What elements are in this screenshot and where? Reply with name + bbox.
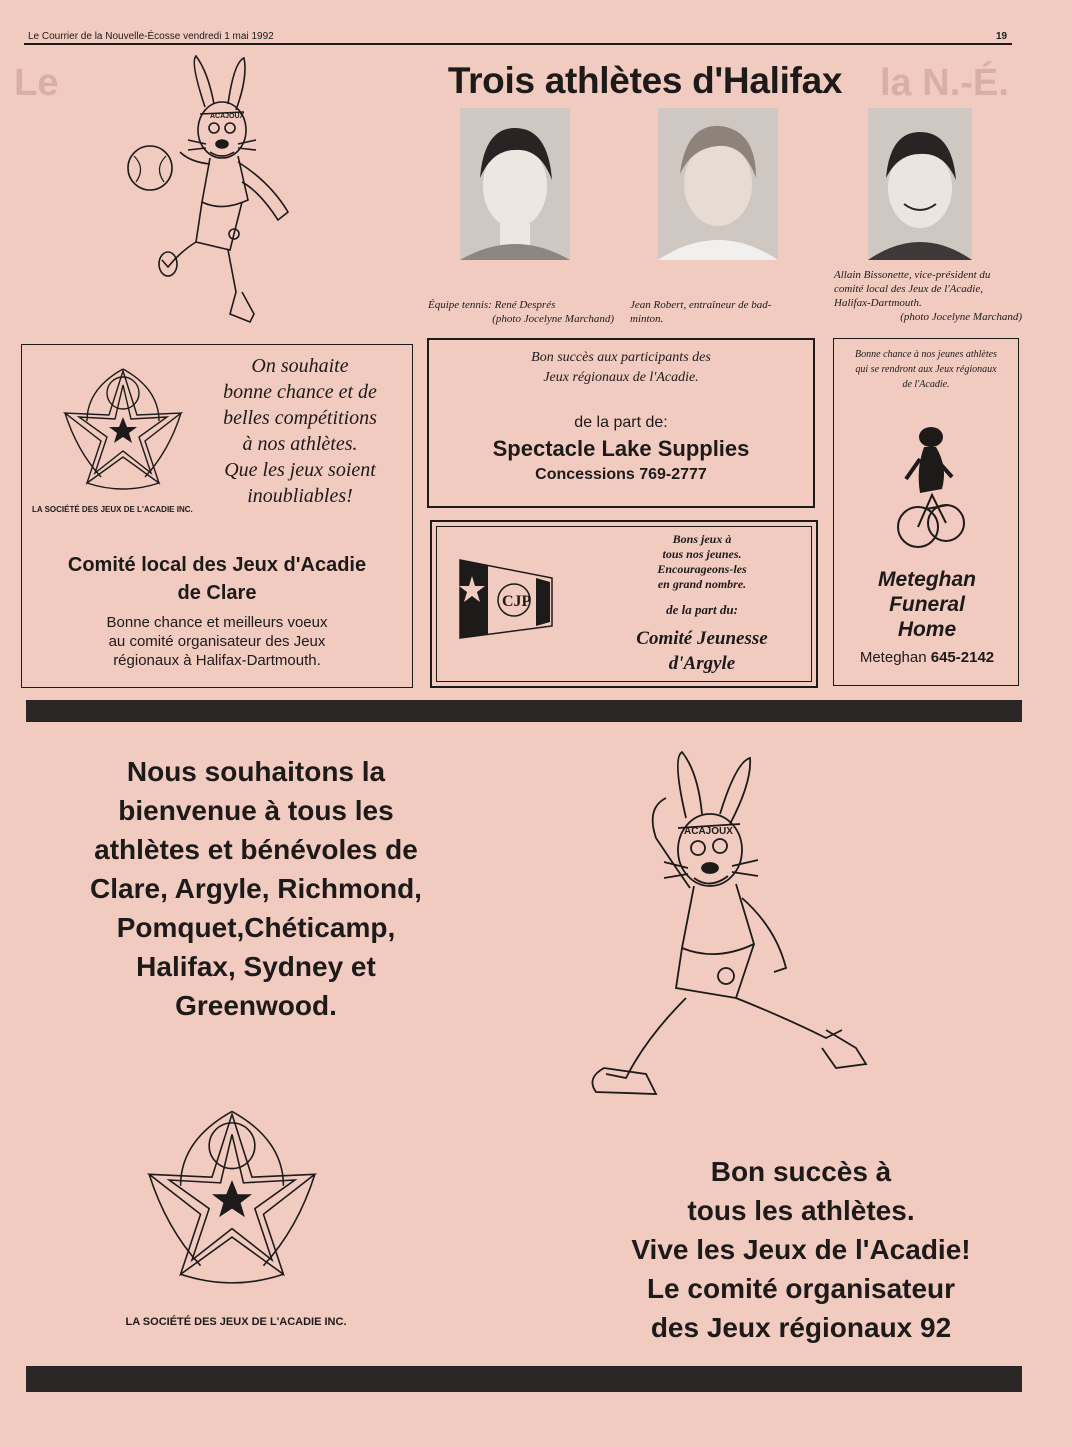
message-line: On souhaite: [251, 355, 349, 377]
bleed-through-text: la N.-É.: [880, 62, 1009, 104]
name-line: Comité Jeunesse: [636, 628, 768, 649]
message-line: Encourageons-les: [657, 562, 747, 576]
caption-line: comité local des Jeux de l'Acadie,: [834, 283, 983, 295]
ad-bottom-band: [26, 1366, 1022, 1392]
welcome-line: Nous souhaitons la: [126, 756, 386, 787]
ad-message: [838, 347, 1014, 392]
ad-top-band: [26, 700, 1022, 722]
photo-caption: [834, 268, 1022, 324]
message-line: bonne chance et de: [223, 381, 377, 403]
message-line: Bons jeux à: [672, 532, 732, 546]
photo-jean-robert: [658, 108, 778, 260]
closing-line: Vive les Jeux de l'Acadie!: [631, 1234, 971, 1265]
page-title: Trois athlètes d'Halifax: [447, 60, 843, 101]
caption-line: minton.: [630, 313, 664, 325]
cyclist-illustration: [896, 419, 966, 555]
mascot-rabbit-running-illustration: [586, 748, 886, 1148]
ad-body: [22, 613, 412, 670]
photo-caption: [630, 298, 820, 326]
heading-line: Comité local des Jeux d'Acadie: [67, 554, 367, 576]
ad-from: de la part du:: [666, 602, 738, 617]
ad-organization-name: [582, 626, 822, 676]
caption-line: Équipe tennis: René Després: [428, 299, 556, 311]
mascot-hat-text: ACAJOUX: [684, 826, 733, 837]
message-line: Que les jeux soient: [224, 459, 376, 481]
ad-comite-clare: [21, 344, 413, 688]
message-line: belles compétitions: [223, 407, 377, 429]
heading-line: de Clare: [177, 582, 257, 604]
page-number: 19: [996, 31, 1008, 42]
caption-line: Allain Bissonette, vice-président du: [834, 269, 991, 281]
caption-line: Halifax-Dartmouth.: [834, 297, 922, 309]
ad-message: [602, 532, 802, 592]
phone-number: 645-2142: [930, 649, 995, 666]
logo-caption: LA SOCIÉTÉ DES JEUX DE L'ACADIE INC.: [125, 1316, 347, 1328]
closing-line: des Jeux régionaux 92: [650, 1312, 952, 1343]
closing-line: Le comité organisateur: [646, 1273, 956, 1304]
body-line: Bonne chance et meilleurs voeux: [106, 614, 328, 631]
logo-text: CJP: [502, 593, 532, 610]
caption-line: (photo Jocelyne Marchand): [492, 313, 614, 325]
welcome-line: athlètes et bénévoles de: [94, 834, 418, 865]
closing-line: tous les athlètes.: [687, 1195, 915, 1226]
ad-organizing-committee: [26, 722, 1022, 1366]
ad-company-name: Spectacle Lake Supplies: [492, 436, 750, 461]
body-line: régionaux à Halifax-Dartmouth.: [113, 652, 321, 669]
ad-heading: [22, 551, 412, 607]
welcome-line: Greenwood.: [175, 990, 337, 1021]
bleed-through-text: Le: [14, 62, 59, 104]
photo-rene-despres: [460, 108, 570, 260]
ad-company-name: [834, 567, 1020, 642]
ad-phone: [834, 649, 1020, 666]
message-line: Jeux régionaux de l'Acadie.: [543, 370, 699, 385]
phone-town: Meteghan: [859, 649, 927, 666]
mascot-hat-text: ACAJOUX: [210, 113, 245, 120]
caption-line: (photo Jocelyne Marchand): [900, 311, 1022, 323]
ad-message: [429, 348, 813, 388]
welcome-line: Clare, Argyle, Richmond,: [90, 873, 422, 904]
message-line: tous nos jeunes.: [662, 547, 742, 561]
message-line: Bon succès aux participants des: [531, 350, 711, 365]
mascot-rabbit-ball-illustration: [110, 52, 300, 342]
header-rule: [24, 43, 1012, 45]
ad-message: [200, 353, 400, 509]
societe-jeux-acadie-logo: [48, 361, 198, 501]
welcome-line: Halifax, Sydney et: [136, 951, 376, 982]
ad-comite-jeunesse-argyle: [430, 520, 818, 688]
ad-from: de la part de:: [574, 414, 668, 431]
name-line: Home: [897, 618, 957, 641]
photo-allain-bissonette: [868, 108, 972, 260]
message-line: en grand nombre.: [657, 577, 747, 591]
caption-line: Jean Robert, entraîneur de bad-: [630, 299, 772, 311]
message-line: à nos athlètes.: [242, 433, 358, 455]
name-line: Funeral: [889, 593, 965, 616]
photo-caption: [428, 298, 614, 326]
message-line: inoubliables!: [247, 485, 353, 507]
welcome-line: bienvenue à tous les: [118, 795, 394, 826]
masthead: Le Courrier de la Nouvelle-Écosse vendredi 1 mai 1992: [28, 31, 274, 42]
societe-jeux-acadie-logo: [122, 1100, 342, 1300]
welcome-line: Pomquet,Chéticamp,: [116, 912, 396, 943]
ad-phone: Concessions 769-2777: [535, 466, 707, 483]
name-line: d'Argyle: [668, 653, 736, 674]
name-line: Meteghan: [877, 568, 976, 591]
body-line: au comité organisateur des Jeux: [108, 633, 326, 650]
ad-meteghan-funeral-home: [833, 338, 1019, 686]
welcome-message: [46, 752, 466, 1025]
closing-message: [596, 1152, 1006, 1347]
message-line: Bonne chance à nos jeunes athlètes: [855, 349, 997, 360]
logo-caption: LA SOCIÉTÉ DES JEUX DE L'ACADIE INC.: [32, 505, 193, 514]
message-line: de l'Acadie.: [902, 379, 950, 390]
ad-spectacle-lake-supplies: [427, 338, 815, 508]
message-line: qui se rendront aux Jeux régionaux: [855, 364, 997, 375]
closing-line: Bon succès à: [710, 1156, 892, 1187]
cjp-pennant-logo: [458, 556, 554, 642]
